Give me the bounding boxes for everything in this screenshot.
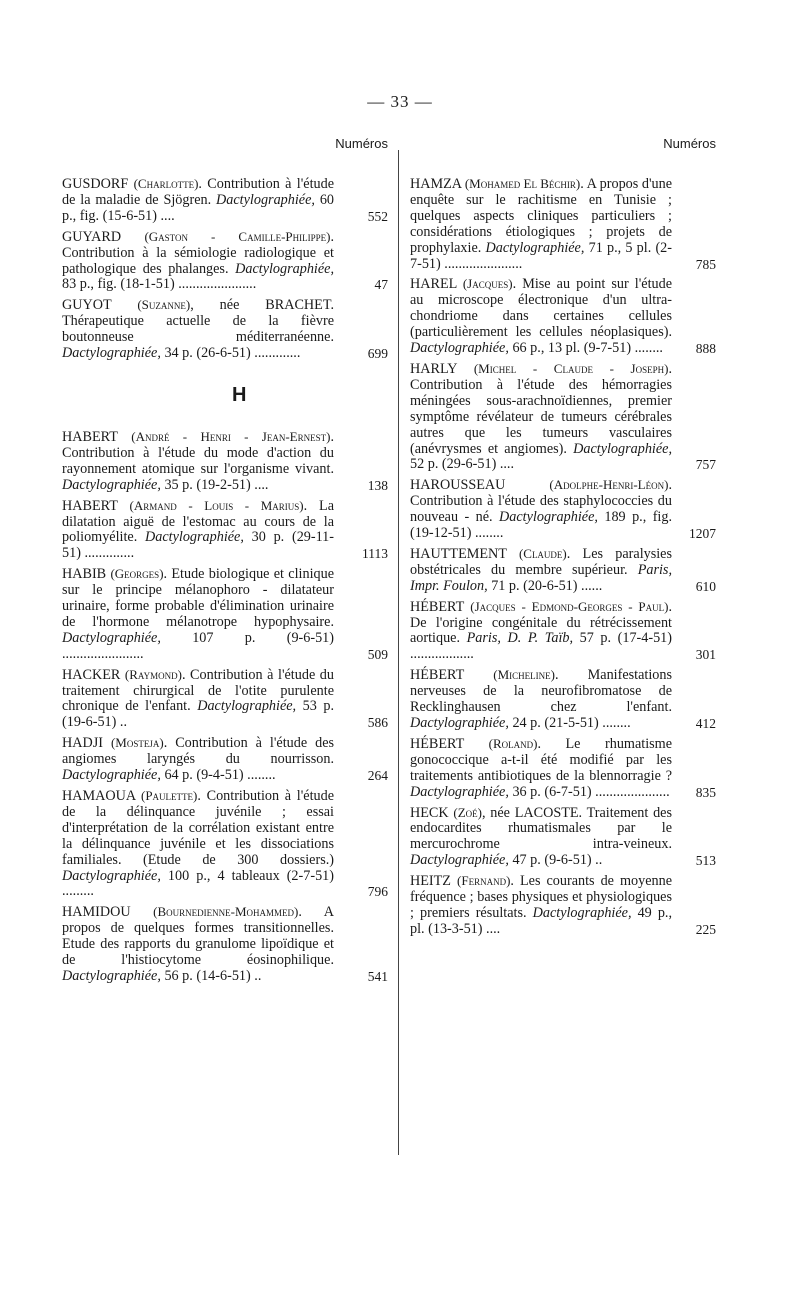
entry-author: GUSDORF	[62, 176, 129, 192]
entry-text	[410, 276, 672, 357]
entry-firstname: (Michel - Claude - Joseph)	[473, 360, 669, 376]
entry-number: 264	[367, 768, 388, 784]
entry-description: . Mise au point sur l'étude au microscope électronique d'un ultra-chondriome dans certaines cellules (particulièrement les cellules néoplasiques).	[410, 276, 672, 341]
entry-description: , née BRACHET. Thérapeutique actuelle de la fièvre boutonneuse méditerranéenne.	[62, 297, 334, 346]
index-entry	[62, 566, 388, 662]
entry-number: 757	[695, 457, 716, 473]
entry-text	[62, 904, 334, 985]
entry-number: 586	[367, 715, 388, 731]
entry-description: . Contribution à l'étude du mode d'action du rayonnement atomique sur l'organisme vivant.	[62, 428, 335, 477]
entry-publication: Dactylographiée,	[410, 340, 509, 357]
entry-description: . Contribution à l'étude de la délinquance juvénile ; essai d'interprétation de la corrélation existant entre la délinquance juvénile et les dissociations familiales. (Etude de 300 dossiers.)	[62, 788, 334, 868]
entry-firstname: (Gaston - Camille-Philippe)	[144, 228, 331, 244]
entry-text	[410, 599, 672, 664]
entry-text	[62, 297, 334, 362]
entry-author: HAMAOUA	[62, 788, 136, 804]
entry-firstname: (Fernand)	[457, 873, 511, 889]
entry-text	[410, 477, 672, 542]
section-letter: H	[232, 383, 247, 406]
entry-number: 225	[695, 921, 716, 937]
index-entry	[410, 546, 716, 595]
entry-pages-date: 189 p., fig. (19-12-51) ........	[410, 509, 672, 542]
entry-publication: Dactylographiée,	[573, 440, 672, 457]
entry-firstname: (Mosteja)	[110, 735, 164, 751]
entry-publication: Dactylographiée,	[532, 904, 632, 921]
entry-pages-date: 30 p. (29-11-51) ..............	[62, 529, 334, 562]
entry-author: HABERT	[62, 497, 118, 514]
entry-text	[410, 873, 672, 938]
entry-text	[62, 229, 334, 294]
entry-firstname: (Bournedienne-Mohammed)	[153, 904, 299, 920]
entry-author: HAUTTEMENT	[410, 545, 507, 562]
entry-firstname: (Armand - Louis - Marius)	[129, 497, 304, 513]
entry-description: . Contribution à l'étude du traitement chirurgical de l'otite purulente chronique de l'enfant.	[62, 666, 334, 715]
index-entry	[410, 477, 716, 542]
entry-text	[62, 667, 334, 732]
entry-publication: Dactylographiée,	[235, 260, 334, 277]
entry-text	[410, 805, 672, 870]
column-divider	[398, 150, 399, 1155]
entry-description: . De l'origine congénitale du rétrécissement aortique.	[410, 598, 672, 647]
entry-number: 1113	[362, 546, 388, 562]
entry-number: 301	[695, 647, 716, 663]
entry-publication: Dactylographiée,	[499, 509, 598, 526]
numeros-header: Numéros	[335, 136, 388, 151]
index-entry	[62, 735, 388, 784]
entry-pages-date: 34 p. (26-6-51) .............	[160, 345, 301, 362]
entry-publication: Paris, D. P. Taïb,	[466, 630, 574, 647]
entry-description: . A propos d'une enquête sur le rachitisme en Tunisie ; quelques aspects cliniques particuliers ; considérations étiologiques ; projets de prophylaxie.	[410, 176, 673, 256]
entry-author: HACKER	[62, 666, 121, 683]
entry-number: 796	[367, 884, 388, 900]
entry-pages-date: 107 p. (9-6-51) .......................	[62, 629, 334, 662]
numeros-header: Numéros	[663, 136, 716, 151]
entry-author: HADJI	[62, 735, 103, 752]
entry-author: HAMZA	[410, 176, 462, 192]
entry-pages-date: 47 p. (9-6-51) ..	[508, 852, 603, 869]
entry-description: , née LACOSTE. Traitement des endocardites rhumatismales par le mercurochrome intra-veineux.	[410, 804, 672, 853]
entry-firstname: (Micheline)	[493, 667, 555, 683]
entry-description: . Le rhumatisme gonococcique a-t-il été modifié par les traitements antibiotiques de la blennorragie ?	[410, 735, 673, 784]
entry-pages-date: 36 p. (6-7-51) .....................	[508, 783, 670, 800]
entry-firstname: (Adolphe-Henri-Léon)	[549, 477, 669, 493]
entry-pages-date: 64 p. (9-4-51) ........	[160, 767, 276, 784]
entry-publication: Dactylographiée,	[62, 867, 161, 884]
entry-pages-date: 24 p. (21-5-51) ........	[508, 715, 631, 731]
entry-firstname: (Suzanne)	[137, 297, 191, 313]
entry-description: . Contribution à l'étude des hémorragies méningées sous-arachnoïdiennes, premier symptôme révélateur de tumeurs cérébrales autres que les tumeurs vasculaires (anévrysmes et angiomes).	[410, 360, 672, 457]
entry-firstname: (Jacques - Edmond-Georges - Paul)	[470, 598, 669, 614]
entry-description: . Etude biologique et clinique sur le principe mélanophoro - dilatateur urinaire, forme probable d'élimination urinaire de l'hormone mélanotrope hypophysaire.	[62, 566, 335, 630]
entry-publication: Dactylographiée,	[62, 967, 161, 984]
entry-text	[410, 736, 672, 801]
entry-publication: Dactylographiée,	[485, 239, 585, 256]
entry-description: . Contribution à l'étude des angiomes laryngés du nourrisson.	[62, 735, 335, 768]
entry-pages-date: 35 p. (19-2-51) ....	[160, 476, 269, 493]
entry-author: HAREL	[410, 276, 457, 293]
entry-publication: Dactylographiée,	[197, 698, 297, 715]
entry-pages-date: 52 p. (29-6-51) ....	[410, 456, 515, 473]
entry-description: . Les paralysies obstétricales du membre supérieur.	[410, 545, 673, 578]
index-entry	[62, 229, 388, 294]
entry-author: HABERT	[62, 428, 118, 445]
entry-firstname: (Roland)	[488, 735, 538, 751]
entry-firstname: (Raymond)	[124, 666, 182, 682]
entry-description: . Manifestations nerveuses de la neurofibromatose de Recklinghausen chez l'enfant.	[410, 667, 672, 716]
entry-publication: Dactylographiée,	[62, 629, 161, 646]
entry-text	[62, 498, 334, 563]
entry-number: 47	[374, 277, 388, 293]
entry-text	[62, 176, 334, 225]
entry-list-before	[62, 176, 388, 362]
entry-text	[410, 361, 672, 473]
entry-pages-date: 83 p., fig. (18-1-51) ......................	[62, 276, 257, 293]
entry-number: 509	[367, 646, 388, 662]
entry-description: . Contribution à la sémiologie radiologique et pathologique des phalanges.	[62, 228, 334, 277]
entry-number: 138	[367, 477, 388, 493]
entry-publication: Paris, Impr. Foulon,	[410, 561, 672, 594]
entry-author: HÉBERT	[410, 667, 465, 684]
entry-description: . A propos de quelques formes transitionnelles. Etude des rapports du granulome lipoïdique et de l'histiocytome éosinophilique.	[62, 904, 334, 969]
entry-firstname: (Paulette)	[141, 788, 198, 803]
entry-author: GUYOT	[62, 297, 112, 314]
index-entry	[410, 599, 716, 664]
entry-description: . La dilatation aiguë de l'estomac au cours de la poliomyélite.	[62, 497, 335, 546]
entry-publication: Dactylographiée,	[62, 345, 161, 362]
index-entry	[410, 805, 716, 870]
entry-pages-date: 71 p. (20-6-51) ......	[487, 577, 603, 594]
entry-text	[62, 735, 334, 784]
entry-pages-date: 49 p., pl. (13-3-51) ....	[410, 904, 673, 937]
entry-author: HAMIDOU	[62, 904, 131, 921]
entry-firstname: (Charlotte)	[133, 176, 199, 191]
entry-number: 835	[695, 784, 716, 800]
entry-firstname: (Claude)	[518, 545, 567, 561]
entry-author: HAROUSSEAU	[410, 477, 506, 494]
entry-firstname: (Mohamed El Béchir)	[464, 176, 581, 191]
index-entry	[410, 361, 716, 473]
index-entry	[410, 736, 716, 801]
entry-publication: Dactylographiée,	[410, 783, 509, 800]
entry-author: HABIB	[62, 566, 107, 583]
entry-firstname: (André - Henri - Jean-Ernest)	[131, 428, 331, 444]
index-entry	[410, 873, 716, 938]
entry-author: GUYARD	[62, 228, 122, 245]
entry-number: 1207	[689, 526, 716, 542]
entry-number: 785	[695, 256, 716, 272]
index-entry	[62, 429, 388, 494]
entry-author: HÉBERT	[410, 735, 465, 752]
index-entry	[62, 667, 388, 732]
entry-number: 888	[695, 341, 716, 357]
entry-text	[62, 429, 334, 494]
index-entry	[410, 667, 716, 732]
entry-author: HARLY	[410, 360, 457, 377]
entry-publication: Dactylographiée,	[410, 852, 509, 869]
left-column	[62, 136, 388, 989]
entry-firstname: (Zoé)	[453, 804, 482, 820]
entry-pages-date: 100 p., 4 tableaux (2-7-51) .........	[62, 867, 334, 900]
entry-text	[410, 667, 672, 732]
entry-description: . Contribution à l'étude des staphylococcies du nouveau - né.	[410, 477, 672, 526]
index-entry	[62, 176, 388, 225]
entry-author: HÉBERT	[410, 598, 465, 615]
index-entry	[62, 498, 388, 563]
entry-publication: Dactylographiée,	[62, 767, 161, 784]
entry-number: 699	[367, 346, 388, 362]
entry-pages-date: 56 p. (14-6-51) ..	[160, 967, 262, 984]
entry-number: 412	[695, 716, 716, 731]
entry-pages-date: 71 p., 5 pl. (2-7-51) ......................	[410, 239, 672, 272]
entry-publication: Dactylographiée,	[145, 529, 244, 546]
index-entry	[410, 176, 716, 272]
entry-description: . Contribution à l'étude de la maladie de Sjögren.	[62, 176, 334, 208]
entry-pages-date: 57 p. (17-4-51) ..................	[410, 630, 673, 663]
page-number: — 33 —	[367, 92, 433, 111]
entry-pages-date: 53 p. (19-6-51) ..	[62, 698, 334, 731]
entry-number: 610	[695, 578, 716, 594]
index-entry	[62, 788, 388, 900]
entry-number: 541	[367, 968, 388, 984]
index-entry	[62, 904, 388, 985]
entry-publication: Dactylographiée,	[62, 476, 161, 493]
entry-text	[410, 176, 672, 272]
entry-publication: Dactylographiée,	[216, 191, 315, 208]
index-entry	[62, 297, 388, 362]
entry-text	[410, 546, 672, 595]
entry-text	[62, 566, 334, 662]
entry-list	[410, 176, 716, 938]
entry-description: . Les courants de moyenne fréquence ; bases physiques et physiologiques ; premiers résultats.	[410, 873, 672, 921]
index-entry	[410, 276, 716, 357]
entry-publication: Dactylographiée,	[410, 715, 509, 731]
right-column	[410, 136, 716, 942]
entry-list-after	[62, 429, 388, 985]
entry-firstname: (Georges)	[110, 566, 164, 582]
entry-number: 513	[695, 853, 716, 869]
entry-pages-date: 60 p., fig. (15-6-51) ....	[62, 191, 335, 224]
entry-author: HEITZ	[410, 873, 451, 890]
entry-author: HECK	[410, 804, 449, 821]
entry-firstname: (Jacques)	[462, 276, 513, 292]
entry-text	[62, 788, 334, 900]
entry-number: 552	[367, 208, 388, 224]
entry-pages-date: 66 p., 13 pl. (9-7-51) ........	[508, 340, 663, 357]
